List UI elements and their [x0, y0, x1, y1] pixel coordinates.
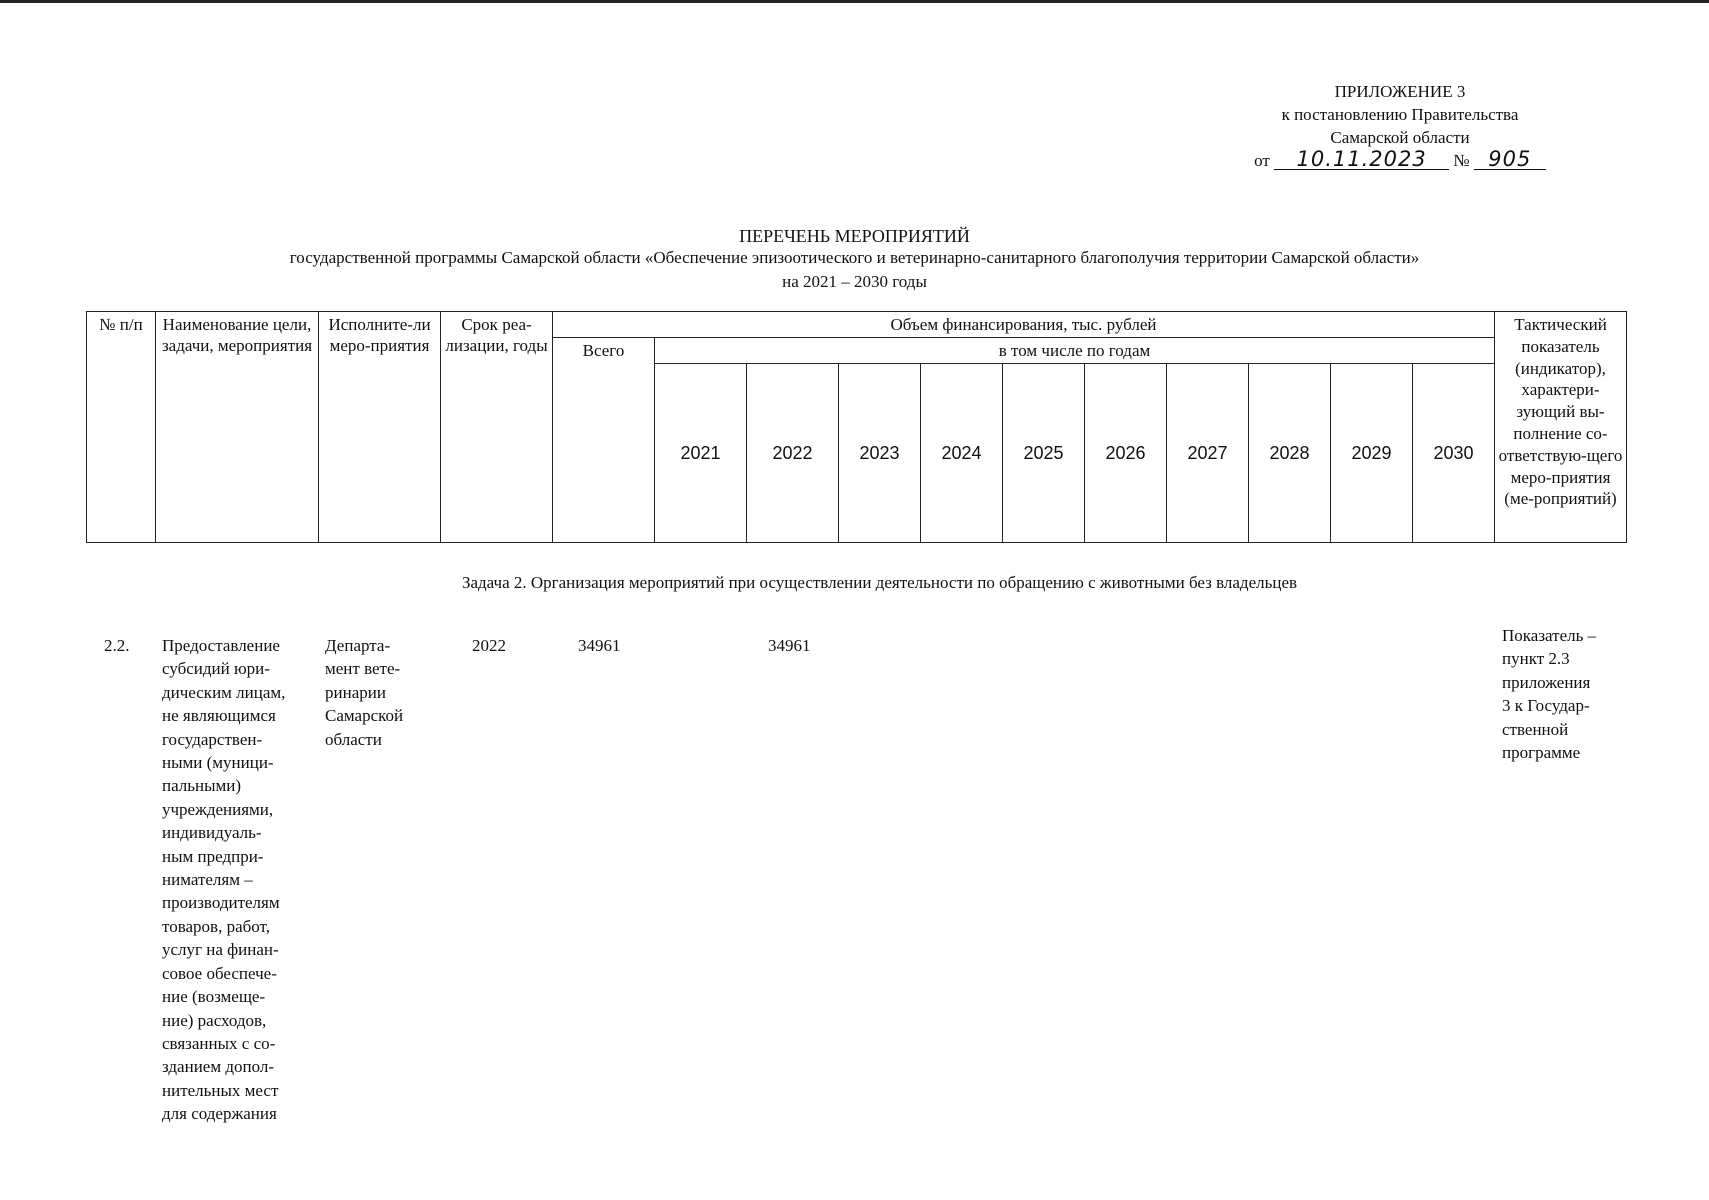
col-header-funding: Объем финансирования, тыс. рублей: [553, 312, 1495, 338]
col-header-indicator: Тактический показатель (индикатор), характери-зующий вы-полнение со-ответствую-щего меро-приятия (ме-роприятий): [1495, 312, 1627, 543]
appendix-title: ПРИЛОЖЕНИЕ 3: [1334, 82, 1466, 101]
col-header-num: № п/п: [87, 312, 156, 543]
row-term: 2022: [472, 636, 506, 655]
scan-top-border: [0, 0, 1709, 3]
year-2024: 2024: [921, 364, 1003, 543]
year-2027: 2027: [1167, 364, 1249, 543]
year-2025: 2025: [1003, 364, 1085, 543]
year-2029: 2029: [1331, 364, 1413, 543]
appendix-region: Самарской области: [1330, 128, 1470, 147]
year-2021: 2021: [655, 364, 747, 543]
year-2023: 2023: [839, 364, 921, 543]
resolution-number: 905: [1474, 149, 1546, 170]
year-2028: 2028: [1249, 364, 1331, 543]
document-title: ПЕРЕЧЕНЬ МЕРОПРИЯТИЙ: [739, 226, 970, 246]
resolution-date: 10.11.2023: [1274, 149, 1449, 170]
document-subtitle: государственной программы Самарской области «Обеспечение эпизоотического и ветеринарно-санитарного благополучия территории Самарской области»: [289, 248, 1420, 267]
row-num: 2.2.: [104, 636, 130, 655]
col-header-term: Срок реа-лизации, годы: [441, 312, 553, 543]
col-header-executor: Исполните-ли меро-приятия: [319, 312, 441, 543]
year-2022: 2022: [747, 364, 839, 543]
row-name: Предоставление субсидий юри- дическим лицам, не являющимся государствен- ными (муници- пальными) учреждениями, индивидуаль- ным предпри- нимателям – производителям товаров, работ, услуг на финан- совое обеспече- ние (возмеще- ние) расходов, связанных с со- зданием допол- нительных мест для содержания: [162, 636, 286, 1124]
year-2030: 2030: [1413, 364, 1495, 543]
col-header-by-years: в том числе по годам: [655, 338, 1495, 364]
appendix-block: [1230, 80, 1570, 172]
year-2026: 2026: [1085, 364, 1167, 543]
task-heading: Задача 2. Организация мероприятий при осуществлении деятельности по обращению с животными без владельцев: [461, 573, 1298, 592]
row-2022-value: 34961: [768, 636, 811, 655]
number-prefix: №: [1453, 151, 1470, 170]
appendix-date-number: [1230, 149, 1570, 172]
date-prefix: от: [1254, 151, 1270, 170]
col-header-total: Всего: [553, 338, 655, 543]
col-header-name: Наименование цели, задачи, мероприятия: [156, 312, 319, 543]
row-total: 34961: [578, 636, 621, 655]
appendix-resolution: к постановлению Правительства: [1281, 105, 1519, 124]
row-indicator: Показатель – пункт 2.3 приложения 3 к Государ- ственной программе: [1502, 626, 1597, 763]
header-table: [86, 311, 1627, 543]
row-executor: Департа- мент вете- ринарии Самарской области: [325, 636, 404, 749]
document-period: на 2021 – 2030 годы: [782, 272, 927, 291]
